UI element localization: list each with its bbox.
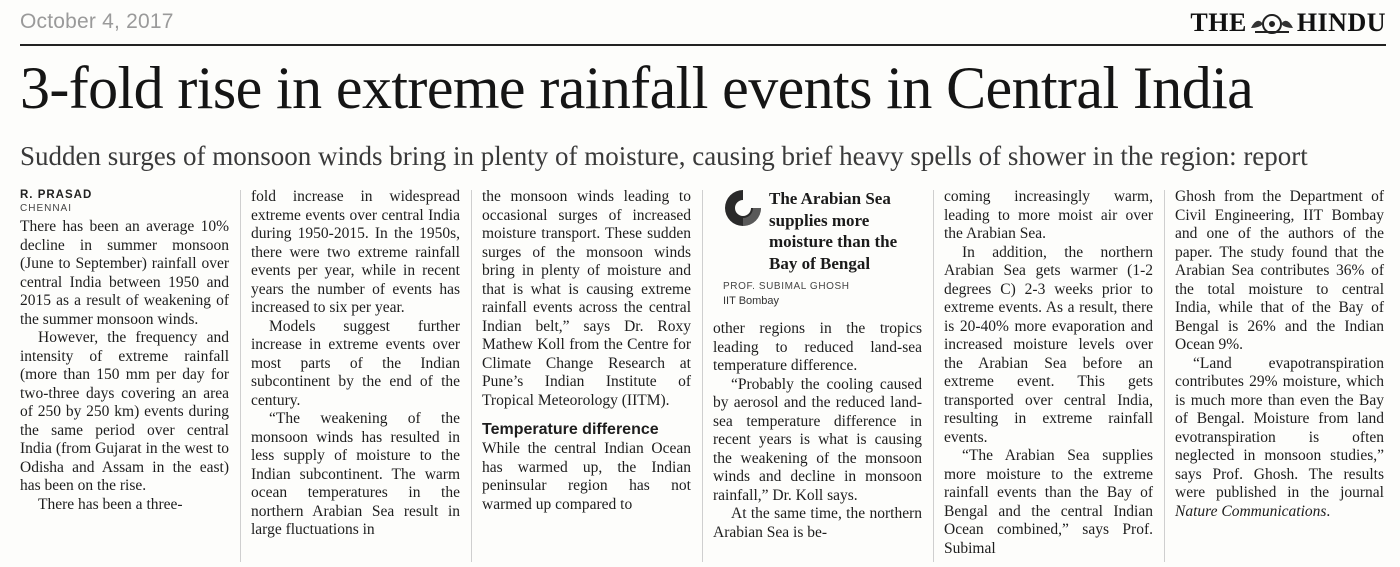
author-byline: R. PRASAD [20, 189, 93, 201]
article-column-1 [20, 188, 229, 514]
column-divider [702, 190, 703, 562]
masthead-the: THE [1190, 8, 1247, 37]
header-rule [20, 44, 1386, 46]
publication-date: October 4, 2017 [20, 10, 174, 33]
paragraph: the monsoon winds leading to occasional surges of increased moisture transport. These sudden surges of the monsoon winds bring in plenty of moisture and that is what is causing extreme rainfall events across the central Indian belt,” says Dr. Roxy Mathew Koll from the Centre for Climate Change Research at Pune’s Indian Institute of Tropical Meteorology (IITM). [482, 188, 691, 409]
paragraph: other regions in the tropics leading to reduced land-sea temperature difference. [713, 320, 922, 374]
paragraph: At the same time, the northern Arabian Sea is be- [713, 505, 922, 541]
article-column-2 [251, 188, 460, 540]
paragraph: However, the frequency and intensity of extreme rainfall (more than 150 mm per day for two-three days covering an area of 250 by 250 km) events during the same period over central India (from Gujarat in the west to Odisha and Assam in the east) has been on the rise. [20, 329, 229, 494]
pull-quote-affiliation: IIT Bombay [723, 295, 780, 307]
paragraph: “The weakening of the monsoon winds has resulted in less supply of moisture to the Indian subcontinent. The warm ocean temperatures in the northern Arabian Sea result in large fluctuations in [251, 410, 460, 538]
paragraph: There has been a three- [38, 495, 183, 513]
dateline-location: CHENNAI [20, 203, 73, 214]
masthead [1190, 8, 1386, 38]
paragraph [1175, 355, 1384, 522]
top-bar [20, 6, 1386, 42]
article-column-4 [713, 188, 922, 542]
pull-quote [713, 188, 922, 308]
pull-quote-name: PROF. SUBIMAL GHOSH [723, 281, 850, 292]
paragraph: While the central Indian Ocean has warmed up, the Indian peninsular region has not warmed up compared to [482, 440, 691, 513]
headline: 3-fold rise in extreme rainfall events in Central India [20, 55, 1254, 121]
paragraph-text: “Land evapotranspiration contributes 29% moisture, which is much more than even the Bay of Bengal. Moisture from land evotranspiration is often neglected in monsoon studies,” says Prof. Ghosh. The results were published in the journal [1175, 354, 1384, 501]
journal-name: Nature Communications [1175, 502, 1327, 520]
paragraph: Models suggest further increase in extreme events over most parts of the Indian subcontinent by the end of the century. [251, 317, 460, 409]
paragraph: There has been an average 10% decline in summer monsoon (June to September) rainfall over central India between 1950 and 2015 as a result of weakening of the summer monsoon winds. [20, 218, 229, 328]
emblem-icon [1249, 10, 1295, 36]
article-column-6 [1175, 188, 1384, 521]
section-subtitle: Temperature difference [482, 421, 659, 438]
paragraph: Ghosh from the Department of Civil Engineering, IIT Bombay and one of the authors of the paper. The study found that the Arabian Sea contributes 36% of the total moisture to central India, while that of the Bay of Bengal is 26% and the Indian Ocean 9%. [1175, 188, 1384, 353]
column-divider [471, 190, 472, 562]
paragraph: fold increase in widespread extreme events over central India during 1950-2015. In the 1950s, there were two extreme rainfall events per year, while in recent years the number of events has increased to six per year. [251, 188, 460, 316]
pull-quote-text: The Arabian Sea supplies more moisture than the Bay of Bengal [769, 189, 898, 273]
paragraph: coming increasingly warm, leading to more moist air over the Arabian Sea. [944, 188, 1153, 242]
column-divider [933, 190, 934, 562]
paragraph: “The Arabian Sea supplies more moisture to the extreme rainfall events than the Bay of Bengal and the central Indian Ocean combined,” says Prof. Subimal [944, 447, 1153, 557]
paragraph: In addition, the northern Arabian Sea gets warmer (1-2 degrees C) 2-3 weeks prior to extreme events. As a result, there is 20-40% more evaporation and increased moisture levels over the Arabian Sea before an extreme event. This gets transported over central India, resulting in extreme rainfall events. [944, 243, 1153, 446]
article-column-5 [944, 188, 1153, 558]
article-column-3 [482, 188, 691, 514]
paragraph: “Probably the cooling caused by aerosol and the reduced land-sea temperature difference in recent years is what is causing the weakening of the monsoon winds and decline in monsoon rainfall,” Dr. Koll says. [713, 375, 922, 504]
masthead-hindu: HINDU [1296, 8, 1386, 37]
quote-icon [723, 188, 763, 228]
punctuation: . [1326, 502, 1331, 520]
column-divider [240, 190, 241, 562]
column-divider [1164, 190, 1165, 562]
subheadline: Sudden surges of monsoon winds bring in plenty of moisture, causing brief heavy spells of shower in the region: report [20, 141, 1308, 171]
